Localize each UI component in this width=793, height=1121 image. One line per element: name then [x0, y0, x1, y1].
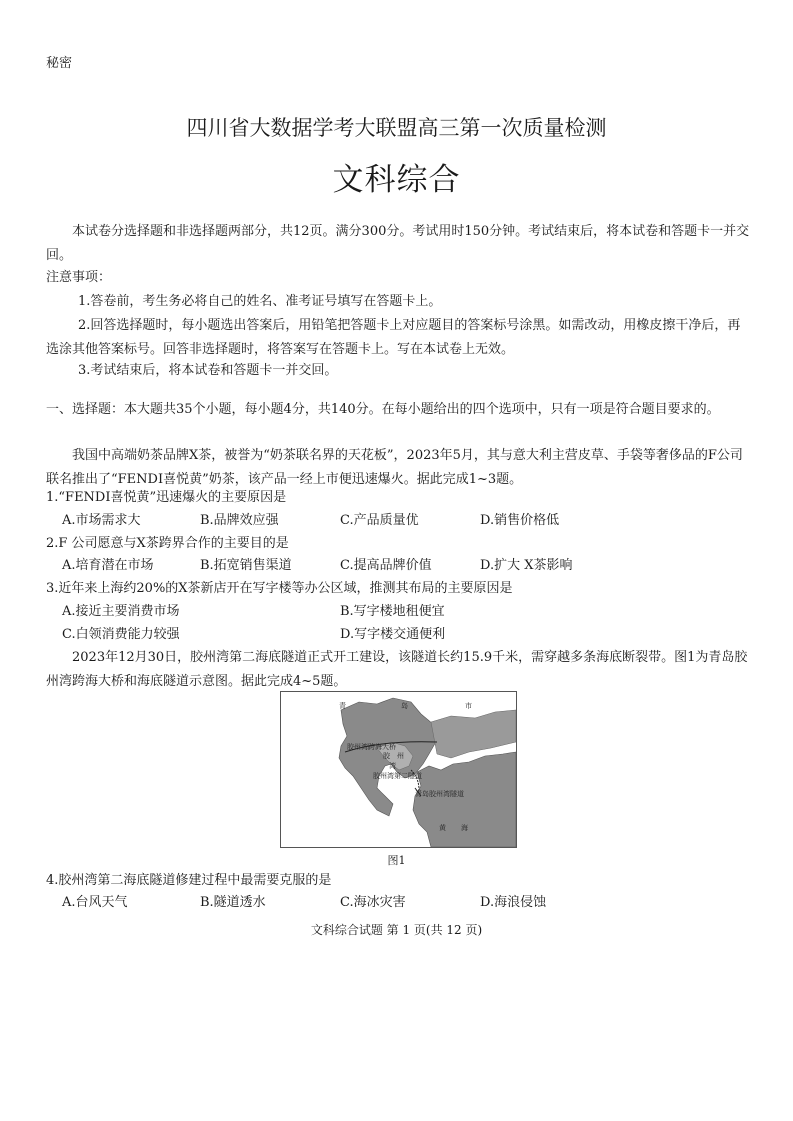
q2-option-a: A.培育潜在市场: [62, 558, 154, 573]
label-hai: 海: [461, 824, 468, 832]
q3-option-d: D.写字楼交通便利: [340, 627, 446, 642]
material-1: 我国中高端奶茶品牌X茶，被誉为“奶茶联名界的天花板”，2023年5月，其与意大利主营皮草、手袋等奢侈品的F公司联名推出了“FENDI喜悦黄”奶茶，该产品一经上市便迅速爆火。据此完成1~3题。: [46, 448, 743, 487]
label-second-tunnel: 胶州湾第二隧道: [373, 772, 422, 780]
material-2: 2023年12月30日，胶州湾第二海底隧道正式开工建设，该隧道长约15.9千米，需穿越多条海底断裂带。图1为青岛胶州湾跨海大桥和海底隧道示意图。据此完成4~5题。: [46, 650, 748, 689]
q4-option-d: D.海浪侵蚀: [480, 895, 547, 910]
label-first-tunnel: 青岛胶州湾隧道: [415, 790, 464, 798]
label-huang: 黄: [439, 824, 446, 832]
q4-option-c: C.海冰灾害: [340, 895, 406, 910]
label-dao: 岛: [401, 702, 408, 710]
label-bay-2: 湾: [389, 762, 396, 770]
landmass-east: [413, 752, 516, 847]
question-2-stem: 2.F 公司愿意与X茶跨界合作的主要目的是: [46, 536, 289, 551]
question-4-stem: 4.胶州湾第二海底隧道修建过程中最需要克服的是: [46, 873, 332, 888]
q4-option-a: A.台风天气: [62, 895, 128, 910]
map-figure: [280, 691, 517, 848]
figure-caption: 图1: [387, 854, 406, 867]
q2-option-c: C.提高品牌价值: [340, 558, 432, 573]
notice-item-3: 3.考试结束后，将本试卷和答题卡一并交回。: [78, 363, 338, 378]
jiaozhou-bay-map: [281, 692, 516, 847]
q3-option-c: C.白领消费能力较强: [62, 627, 180, 642]
label-bridge: 胶州湾跨海大桥: [347, 743, 396, 751]
q2-option-b: B.拓宽销售渠道: [200, 558, 292, 573]
notice-item-1: 1.答卷前，考生务必将自己的姓名、准考证号填写在答题卡上。: [78, 294, 442, 309]
confidential-mark: 秘密: [46, 56, 73, 71]
question-1-stem: 1.“FENDI喜悦黄”迅速爆火的主要原因是: [46, 490, 287, 505]
label-bay-1: 胶 州: [383, 752, 404, 760]
exam-title: 四川省大数据学考大联盟高三第一次质量检测: [186, 116, 607, 140]
page-footer: 文科综合试题 第 1 页(共 12 页): [310, 923, 483, 937]
q1-option-c: C.产品质量优: [340, 513, 419, 528]
q3-option-b: B.写字楼地租便宜: [340, 604, 445, 619]
q2-option-d: D.扩大 X茶影响: [480, 558, 573, 573]
exam-subject: 文科综合: [332, 162, 461, 198]
section-heading: 一、选择题：本大题共35个小题，每小题4分，共140分。在每小题给出的四个选项中，只有一项是符合题目要求的。: [46, 402, 720, 417]
q4-option-b: B.隧道透水: [200, 895, 266, 910]
label-shi: 市: [465, 702, 472, 710]
notice-item-2: 2.回答选择题时，每小题选出答案后，用铅笔把答题卡上对应题目的答案标号涂黑。如需改动，用橡皮擦干净后，再选涂其他答案标号。回答非选择题时，将答案写在答题卡上。写在本试卷上无效。: [46, 318, 741, 357]
q1-option-d: D.销售价格低: [480, 513, 560, 528]
notice-title: 注意事项：: [46, 270, 112, 285]
q1-option-a: A.市场需求大: [62, 513, 141, 528]
label-qing: 青: [339, 702, 346, 710]
question-3-stem: 3.近年来上海约20%的X茶新店开在写字楼等办公区域，推测其布局的主要原因是: [46, 581, 513, 596]
q3-option-a: A.接近主要消费市场: [62, 604, 180, 619]
intro-paragraph: 本试卷分选择题和非选择题两部分，共12页。满分300分。考试用时150分钟。考试结束后，将本试卷和答题卡一并交回。: [46, 224, 750, 263]
q1-option-b: B.品牌效应强: [200, 513, 279, 528]
